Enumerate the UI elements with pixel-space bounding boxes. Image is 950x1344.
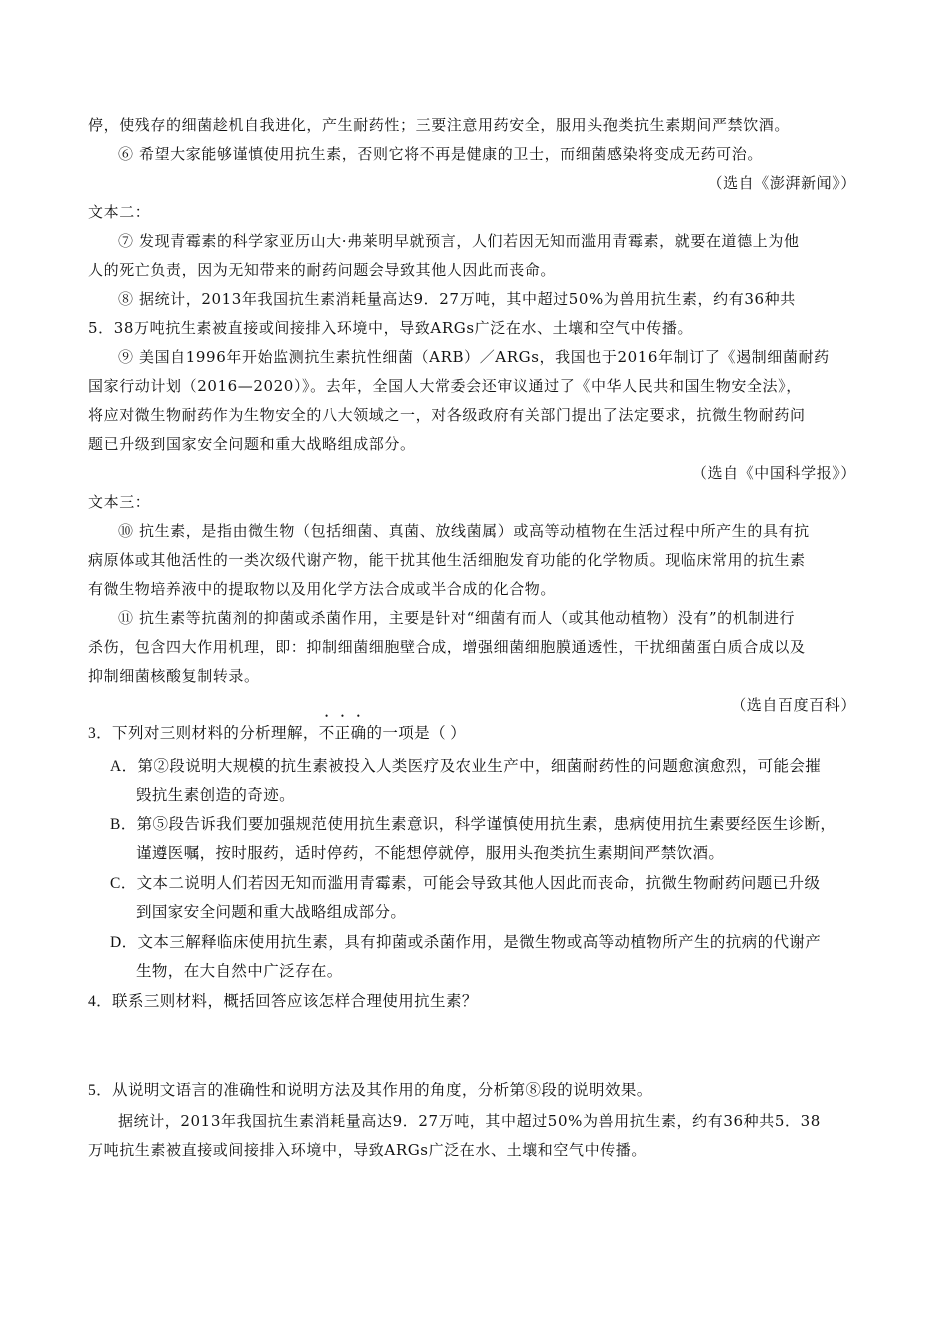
q3-option-c-line1: C．文本二说明人们若因无知而滥用青霉素，可能会导致其他人因此而丧命，抗微生物耐药问题已升级 [110,875,821,892]
q3-emphasis-char: 不 [318,725,335,742]
text2-p9-line2: 国家行动计划（2016—2020）》。去年，全国人大常委会还审议通过了《中华人民共和国生物安全法》， [88,377,802,395]
q3-emphasis-char: 确 [350,725,367,742]
text3-source: （选自百度百科） [731,696,856,714]
q5-quote-line1: 据统计，2013年我国抗生素消耗量高达9．27万吨，其中超过50%为兽用抗生素，约有36种共5．38 [118,1112,821,1130]
question-4-stem: 4．联系三则材料，概括回答应该怎样合理使用抗生素？ [88,993,478,1010]
q3-option-a-line1: A．第②段说明大规模的抗生素被投入人类医疗及农业生产中，细菌耐药性的问题愈演愈烈，可能会摧 [110,758,822,775]
question-5-stem: 5．从说明文语言的准确性和说明方法及其作用的角度，分析第⑧段的说明效果。 [88,1082,653,1099]
text1-p6: ⑥ 希望大家能够谨慎使用抗生素，否则它将不再是健康的卫士，而细菌感染将变成无药可治。 [118,145,763,163]
text3-p10-line2: 病原体或其他活性的一类次级代谢产物，能干扰其他生活细胞发育功能的化学物质。现临床常用的抗生素 [88,551,806,569]
text2-source: （选自《中国科学报》） [691,464,856,482]
text2-p9-line3: 将应对微生物耐药作为生物安全的八大领域之一，对各级政府有关部门提出了法定要求，抗微生物耐药问 [88,406,806,424]
q3-stem-before: 3．下列对三则材料的分析理解， [88,725,319,742]
text3-p11-line2: 杀伤，包含四大作用机理，即：抑制细菌细胞壁合成，增强细菌细胞膜通透性，干扰细菌蛋白质合成以及 [88,638,806,656]
text2-heading: 文本二： [88,203,151,221]
q3-option-a-line2: 毁抗生素创造的奇迹。 [136,787,296,804]
q3-option-c-line2: 到国家安全问题和重大战略组成部分。 [136,904,407,921]
text3-p11-line3: 抑制细菌核酸复制转录。 [88,667,260,685]
text3-p10-line3: 有微生物培养液中的提取物以及用化学方法合成或半合成的化合物。 [88,580,557,598]
text3-p10-line1: ⑩ 抗生素，是指由微生物（包括细菌、真菌、放线菌属）或高等动植物在生活过程中所产生的具有抗 [118,522,810,540]
text2-p9-line4: 题已升级到国家安全问题和重大战略组成部分。 [88,435,416,453]
q3-emphasis-char: 正 [334,725,351,742]
q3-option-b-line2: 谨遵医嘱，按时服药，适时停药，不能想停就停，服用头孢类抗生素期间严禁饮酒。 [136,845,725,862]
text3-p11-line1: ⑪ 抗生素等抗菌剂的抑菌或杀菌作用，主要是针对“细菌有而人（或其他动植物）没有”的机制进行 [118,609,796,627]
q3-stem-after: 的一项是（ ） [366,725,467,742]
q3-option-d-line1: D．文本三解释临床使用抗生素，具有抑菌或杀菌作用，是微生物或高等动植物所产生的抗病的代谢产 [110,934,822,951]
text1-source: （选自《澎湃新闻》） [707,174,856,192]
q3-option-b-line1: B．第⑤段告诉我们要加强规范使用抗生素意识，科学谨慎使用抗生素，患病使用抗生素要经医生诊断， [110,816,837,833]
text2-p8-line2: 5．38万吨抗生素被直接或间接排入环境中，导致ARGs广泛在水、土壤和空气中传播。 [88,319,694,337]
text2-p7-line2: 人的死亡负责，因为无知带来的耐药问题会导致其他人因此而丧命。 [88,261,557,279]
question-3-stem [88,724,868,744]
q3-option-d-line2: 生物，在大自然中广泛存在。 [136,963,343,980]
text3-heading: 文本三： [88,493,151,511]
text2-p7-line1: ⑦ 发现青霉素的科学家亚历山大·弗莱明早就预言，人们若因无知而滥用青霉素，就要在道德上为他 [118,232,800,250]
text2-p9-line1: ⑨ 美国自1996年开始监测抗生素抗性细菌（ARB）／ARGs，我国也于2016年制订了《遏制细菌耐药 [118,348,830,366]
text1-p5-end: 停，使残存的细菌趁机自我进化，产生耐药性；三要注意用药安全，服用头孢类抗生素期间严禁饮酒。 [88,116,791,134]
q5-quote-line2: 万吨抗生素被直接或间接排入环境中，导致ARGs广泛在水、土壤和空气中传播。 [88,1141,648,1159]
text2-p8-line1: ⑧ 据统计，2013年我国抗生素消耗量高达9．27万吨，其中超过50%为兽用抗生素，约有36种共 [118,290,796,308]
